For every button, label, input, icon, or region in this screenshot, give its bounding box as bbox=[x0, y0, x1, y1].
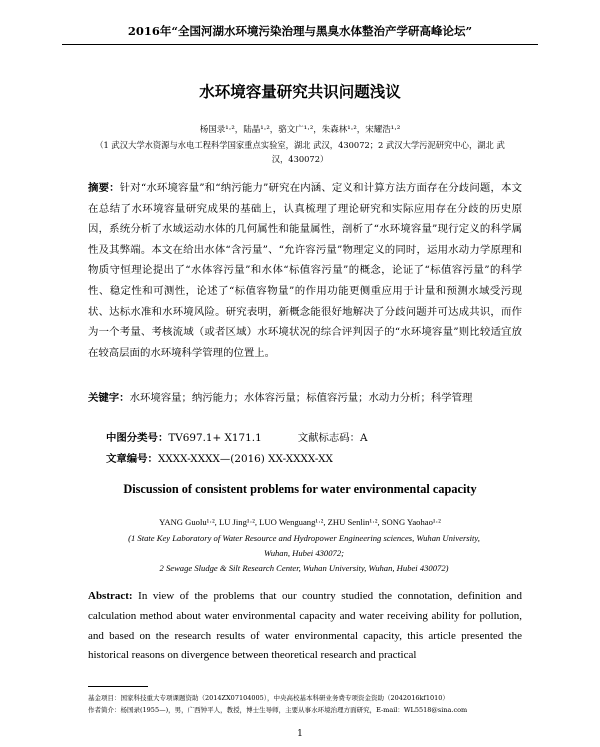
affiliations: （1 武汉大学水资源与水电工程科学国家重点实验室，湖北 武汉，430072；2 武汉大学污泥研究中心，湖北 武汉，430072） bbox=[95, 140, 505, 164]
english-abstract-label: Abstract: bbox=[88, 590, 133, 602]
abstract-text: 针对“水环境容量”和“纳污能力”研究在内涵、定义和计算方法方面存在分歧问题，本文在总结了水环境容量研究成果的基础上，认真梳理了理论研究和实际应用存在分歧的历史原因，系统分析了水域运动水体的几何属性和能量属性，剖析了“水环境容量”现行定义的科学属性及其弊端。本文在给出水体“含污量”、“允许容污量”物理定义的同时，运用水动力学原理和物质守恒理论提出了“水体容污量”和水体“标值容污量”的概念，论证了“标值容污量”的科学性、稳定性和可测性，论述了“标值容物量”的作用功能更侧重应用于计量和预测水域受污现状、达标水准和水环境风险。研究表明，新概念能很好地解决了分歧问题并可达成共识，而作为一个考量、考核流域（或者区域）水环境状况的综合评判因子的“水环境容量”则比较适宜放在较高层面的水环境科学管理的位置上。 bbox=[88, 182, 523, 359]
keywords bbox=[88, 388, 522, 408]
running-header: 2016年“全国河湖水环境污染治理与黑臭水体整治产学研高峰论坛” bbox=[62, 22, 538, 45]
classification-label: 中图分类号： bbox=[106, 432, 169, 444]
classification-value: TV697.1+ X171.1 bbox=[168, 432, 262, 444]
footnotes bbox=[88, 692, 530, 716]
article-number-label: 文章编号： bbox=[106, 453, 158, 465]
footnote-divider bbox=[88, 686, 148, 687]
english-affiliations bbox=[118, 531, 490, 576]
doc-code-value: A bbox=[360, 432, 368, 444]
english-authors: YANG Guolu¹·², LU Jing¹·², LUO Wenguang¹·², ZHU Senlin¹·², SONG Yaohao¹·² bbox=[159, 517, 441, 527]
english-title: Discussion of consistent problems for water environmental capacity bbox=[123, 482, 477, 496]
english-abstract-text: In view of the problems that our country studied the connotation, definition and calculation method about water environmental capacity and water receiving ability for pollution, and based on the research results of water environmental capacity, this article presented the historical reasons on divergence between theoretical research and practical bbox=[88, 590, 522, 662]
author-list: 杨国录¹·²，陆晶¹·²，骆文广¹·²，朱森林¹·²，宋耀浩¹·² bbox=[199, 125, 401, 135]
abstract-cn bbox=[88, 178, 522, 363]
english-affiliation-2: 2 Sewage Sludge & Silt Research Center, Wuhan University, Wuhan, Hubei 430072) bbox=[159, 563, 449, 573]
doc-code-label: 文献标志码： bbox=[297, 432, 361, 444]
classification-line bbox=[106, 429, 368, 444]
article-number-value: XXXX-XXXX—(2016) XX-XXXX-XX bbox=[157, 453, 333, 465]
paper-title: 水环境容量研究共识问题浅议 bbox=[199, 82, 401, 101]
footnote-author-bio: 作者简介：杨国录(1955—)，男，广西钟平人，教授，博士生导师，主要从事水环境治理方面研究，E-mail：WL5518@sina.com bbox=[88, 706, 468, 714]
keywords-text: 水环境容量；纳污能力；水体容污量；标值容污量；水动力分析；科学管理 bbox=[129, 392, 473, 404]
footnote-funding: 基金项目：国家科技重大专项课题资助（2014ZX07104005），中央高校基本科研业务费专项资金资助（2042016kf1010） bbox=[88, 694, 449, 702]
page-number: 1 bbox=[297, 729, 303, 739]
abstract-label: 摘要： bbox=[88, 182, 120, 194]
english-affiliation-1: (1 State Key Laboratory of Water Resource and Hydropower Engineering sciences, Wuhan University, Wuhan, Hubei 430072; bbox=[128, 533, 480, 558]
article-number-line bbox=[106, 450, 333, 465]
keywords-label: 关键字： bbox=[88, 392, 130, 404]
abstract-en bbox=[88, 587, 522, 666]
